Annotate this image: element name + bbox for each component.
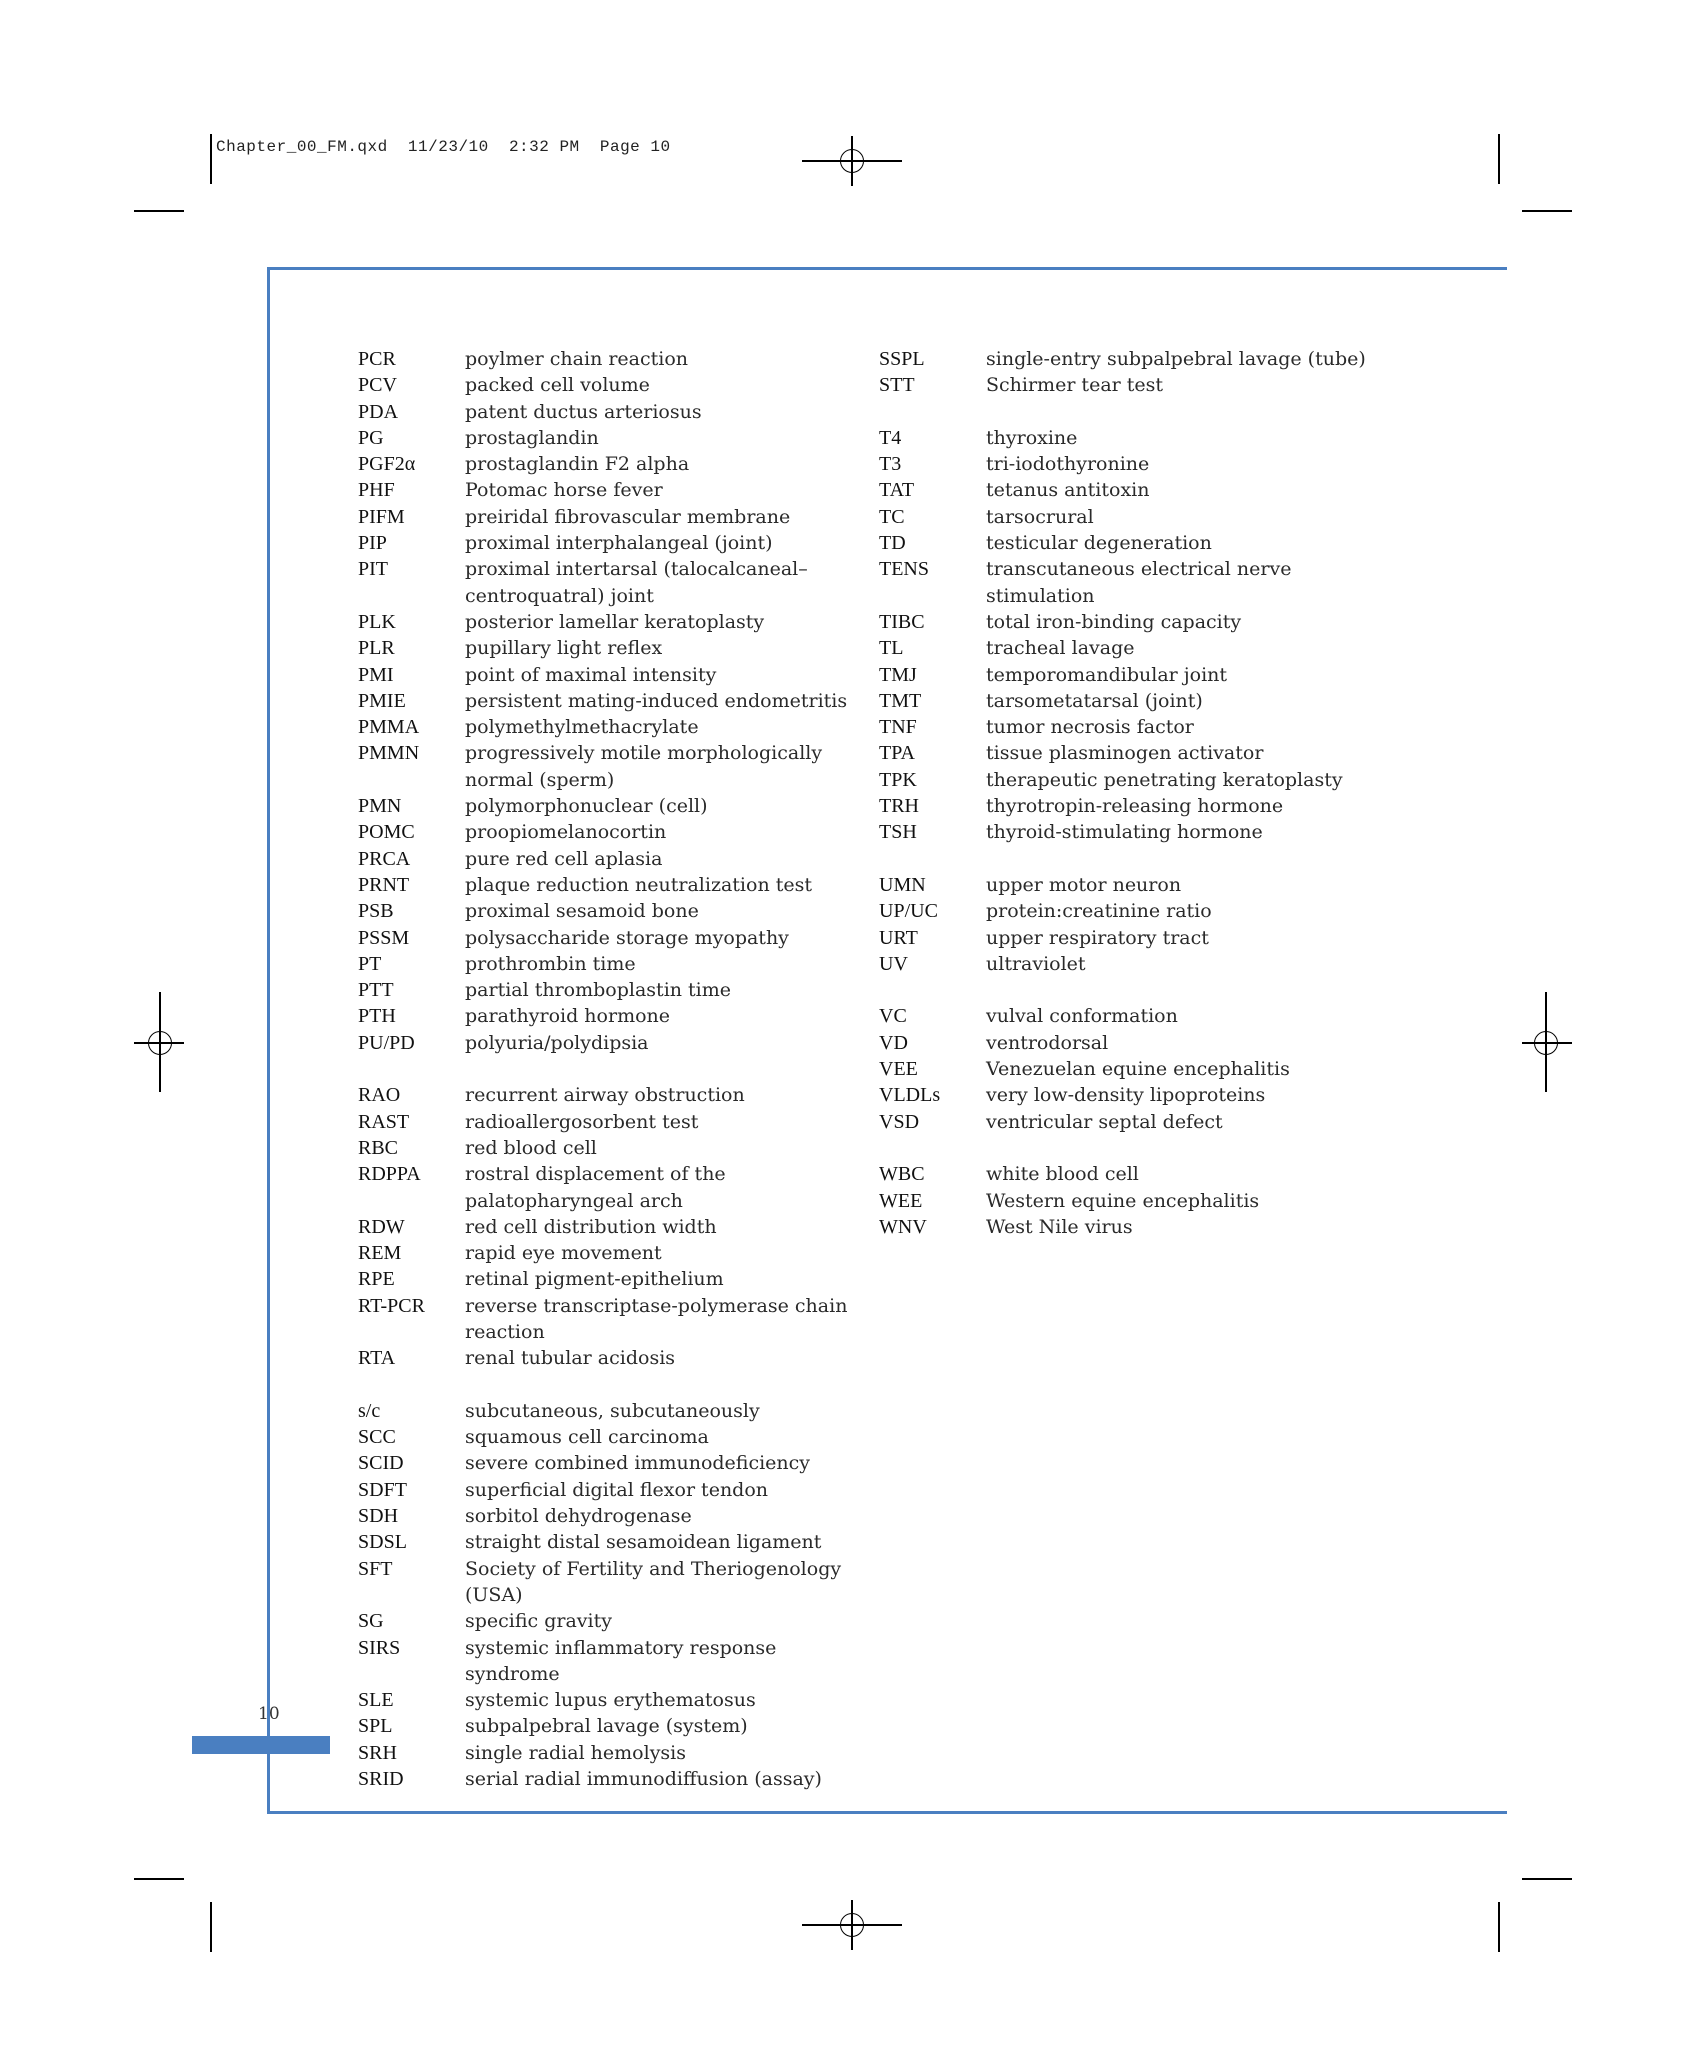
- page-number: 10: [258, 1704, 280, 1724]
- abbreviation-term: VLDLs: [879, 1084, 941, 1107]
- abbreviation-term: SRID: [358, 1768, 404, 1791]
- abbreviation-term: PCV: [358, 374, 397, 397]
- abbreviation-definition: vulval conformation: [986, 1005, 1178, 1028]
- abbreviation-definition: polymethylmethacrylate: [465, 716, 699, 739]
- abbreviation-term: PG: [358, 426, 384, 449]
- abbreviation-term: SDSL: [358, 1531, 407, 1554]
- abbreviation-definition: thyroid-stimulating hormone: [986, 821, 1263, 844]
- abbreviation-term: RT-PCR: [358, 1294, 425, 1317]
- abbreviation-entry: [358, 1003, 858, 1029]
- abbreviation-entry: [358, 530, 858, 556]
- abbreviation-term: s/c: [358, 1399, 381, 1422]
- abbreviation-term: PIFM: [358, 505, 405, 528]
- abbreviation-entry: [879, 504, 1379, 530]
- abbreviation-definition: parathyroid hormone: [465, 1005, 671, 1028]
- abbreviation-entry: [358, 898, 858, 924]
- abbreviation-term: WNV: [879, 1215, 927, 1238]
- abbreviation-entry: [358, 1082, 858, 1108]
- abbreviation-term: TMJ: [879, 663, 917, 686]
- abbreviation-entry: [879, 1214, 1379, 1240]
- abbreviation-entry: [358, 1740, 858, 1766]
- abbreviation-definition: single-entry subpalpebral lavage (tube): [986, 348, 1366, 370]
- abbreviation-definition: proximal interphalangeal (joint): [465, 532, 773, 555]
- abbreviation-definition: systemic lupus erythematosus: [465, 1689, 756, 1712]
- abbreviations-left-column: [358, 346, 858, 1792]
- abbreviation-entry: [358, 1240, 858, 1266]
- abbreviation-definition: Venezuelan equine encephalitis: [986, 1058, 1290, 1081]
- abbreviation-definition: tissue plasminogen activator: [986, 742, 1264, 765]
- group-spacer: [358, 1372, 858, 1398]
- abbreviation-definition: tumor necrosis factor: [986, 716, 1194, 739]
- abbreviation-term: SLE: [358, 1689, 394, 1712]
- abbreviation-definition: proximal sesamoid bone: [465, 900, 699, 923]
- abbreviation-term: WBC: [879, 1163, 925, 1186]
- abbreviation-term: RDPPA: [358, 1163, 421, 1186]
- abbreviation-entry: [879, 662, 1379, 688]
- abbreviation-entry: [358, 346, 858, 372]
- abbreviation-entry: [358, 1529, 858, 1555]
- abbreviation-entry: [879, 635, 1379, 661]
- abbreviation-definition: squamous cell carcinoma: [465, 1426, 709, 1449]
- abbreviation-term: PSSM: [358, 926, 410, 949]
- abbreviation-definition: protein:creatinine ratio: [986, 900, 1212, 923]
- abbreviation-definition: renal tubular acidosis: [465, 1347, 676, 1370]
- abbreviation-term: TRH: [879, 795, 919, 818]
- abbreviation-term: RAO: [358, 1084, 401, 1107]
- abbreviation-entry: [879, 714, 1379, 740]
- abbreviation-term: RBC: [358, 1136, 399, 1159]
- abbreviation-entry: [358, 977, 858, 1003]
- abbreviation-term: TIBC: [879, 610, 925, 633]
- abbreviation-term: SFT: [358, 1557, 393, 1580]
- abbreviation-entry: [358, 1477, 858, 1503]
- abbreviation-term: RAST: [358, 1110, 410, 1133]
- abbreviation-term: TENS: [879, 558, 929, 581]
- abbreviation-definition: prostaglandin: [465, 426, 599, 449]
- frame-bottom-rule: [267, 1811, 1507, 1814]
- abbreviation-definition: patent ductus arteriosus: [465, 400, 702, 423]
- abbreviation-entry: [879, 451, 1379, 477]
- abbreviation-definition: Western equine encephalitis: [986, 1189, 1260, 1212]
- abbreviation-term: VC: [879, 1005, 907, 1028]
- abbreviation-entry: [358, 1266, 858, 1292]
- abbreviation-entry: [879, 425, 1379, 451]
- abbreviation-definition: therapeutic penetrating keratoplasty: [986, 768, 1343, 791]
- abbreviation-entry: [879, 1161, 1379, 1187]
- abbreviation-entry: [358, 399, 858, 425]
- abbreviation-term: UV: [879, 952, 908, 975]
- abbreviation-entry: [358, 1635, 858, 1688]
- abbreviation-entry: [358, 1424, 858, 1450]
- abbreviation-entry: [358, 1556, 858, 1609]
- abbreviation-definition: ultraviolet: [986, 952, 1086, 975]
- abbreviation-entry: [879, 1082, 1379, 1108]
- abbreviation-term: WEE: [879, 1189, 923, 1212]
- abbreviation-term: PMN: [358, 795, 402, 818]
- abbreviation-definition: pupillary light reflex: [465, 637, 663, 660]
- abbreviation-entry: [879, 898, 1379, 924]
- abbreviation-term: SIRS: [358, 1636, 401, 1659]
- group-spacer: [879, 977, 1379, 1003]
- abbreviation-term: SPL: [358, 1715, 393, 1738]
- abbreviation-term: PIP: [358, 532, 387, 555]
- abbreviation-definition: recurrent airway obstruction: [465, 1084, 745, 1107]
- abbreviation-definition: serial radial immunodiffusion (assay): [465, 1768, 822, 1791]
- abbreviation-term: PT: [358, 952, 382, 975]
- abbreviation-term: T3: [879, 453, 902, 476]
- abbreviation-definition: transcutaneous electrical nerve stimulation: [986, 558, 1292, 607]
- abbreviation-term: PMMN: [358, 742, 420, 765]
- abbreviation-entry: [879, 1030, 1379, 1056]
- abbreviation-definition: rostral displacement of the palatopharyngeal arch: [465, 1163, 726, 1212]
- abbreviation-entry: [358, 951, 858, 977]
- abbreviation-term: TC: [879, 505, 905, 528]
- abbreviation-entry: [358, 1450, 858, 1476]
- abbreviation-definition: prostaglandin F2 alpha: [465, 453, 690, 476]
- abbreviation-entry: [879, 556, 1379, 609]
- abbreviation-term: URT: [879, 926, 918, 949]
- abbreviation-term: UP/UC: [879, 900, 938, 923]
- abbreviation-definition: polyuria/polydipsia: [465, 1031, 649, 1054]
- abbreviation-definition: tracheal lavage: [986, 637, 1135, 660]
- abbreviation-definition: partial thromboplastin time: [465, 979, 732, 1002]
- abbreviation-term: PIT: [358, 558, 388, 581]
- abbreviation-definition: thyroxine: [986, 426, 1078, 449]
- group-spacer: [879, 846, 1379, 872]
- abbreviation-definition: proximal intertarsal (talocalcaneal–centroquatral) joint: [465, 558, 808, 607]
- abbreviation-entry: [358, 372, 858, 398]
- frame-top-rule: [267, 267, 1507, 270]
- abbreviation-definition: superficial digital flexor tendon: [465, 1478, 769, 1501]
- abbreviation-term: PTH: [358, 1005, 396, 1028]
- abbreviation-term: VEE: [879, 1058, 918, 1081]
- abbreviation-term: SCID: [358, 1452, 404, 1475]
- abbreviation-entry: [358, 714, 858, 740]
- abbreviation-definition: tetanus antitoxin: [986, 479, 1150, 502]
- abbreviation-entry: [358, 688, 858, 714]
- abbreviation-term: SG: [358, 1610, 384, 1633]
- abbreviation-term: TMT: [879, 689, 922, 712]
- abbreviation-entry: [358, 1030, 858, 1056]
- abbreviation-term: PMMA: [358, 716, 420, 739]
- abbreviation-term: PHF: [358, 479, 395, 502]
- abbreviation-definition: posterior lamellar keratoplasty: [465, 610, 765, 633]
- abbreviation-definition: straight distal sesamoidean ligament: [465, 1531, 822, 1554]
- abbreviation-term: TAT: [879, 479, 915, 502]
- abbreviation-term: PRNT: [358, 873, 410, 896]
- group-spacer: [879, 1135, 1379, 1161]
- abbreviation-entry: [879, 872, 1379, 898]
- abbreviation-entry: [879, 372, 1379, 398]
- abbreviation-term: VSD: [879, 1110, 920, 1133]
- abbreviation-definition: single radial hemolysis: [465, 1741, 687, 1764]
- abbreviation-term: PMI: [358, 663, 394, 686]
- group-spacer: [358, 1056, 858, 1082]
- abbreviation-entry: [358, 846, 858, 872]
- abbreviation-definition: thyrotropin-releasing hormone: [986, 795, 1284, 818]
- abbreviation-definition: persistent mating-induced endometritis: [465, 689, 848, 712]
- abbreviation-definition: very low-density lipoproteins: [986, 1084, 1266, 1107]
- abbreviation-term: SSPL: [879, 348, 925, 370]
- abbreviation-term: VD: [879, 1031, 908, 1054]
- abbreviation-definition: systemic inflammatory response syndrome: [465, 1636, 777, 1685]
- abbreviation-entry: [879, 609, 1379, 635]
- abbreviation-definition: white blood cell: [986, 1163, 1139, 1186]
- abbreviation-definition: West Nile virus: [986, 1215, 1133, 1238]
- abbreviation-entry: [358, 662, 858, 688]
- page-tab: [192, 1736, 330, 1754]
- abbreviation-definition: temporomandibular joint: [986, 663, 1228, 686]
- abbreviation-entry: [358, 1214, 858, 1240]
- abbreviation-definition: packed cell volume: [465, 374, 650, 397]
- abbreviation-definition: pure red cell aplasia: [465, 847, 663, 870]
- abbreviation-entry: [879, 1003, 1379, 1029]
- abbreviation-term: PTT: [358, 979, 394, 1002]
- abbreviation-definition: plaque reduction neutralization test: [465, 873, 812, 896]
- abbreviation-term: POMC: [358, 821, 415, 844]
- abbreviation-definition: severe combined immunodeficiency: [465, 1452, 811, 1475]
- abbreviation-term: PRCA: [358, 847, 411, 870]
- abbreviation-entry: [358, 872, 858, 898]
- abbreviation-entry: [879, 740, 1379, 766]
- abbreviation-entry: [358, 425, 858, 451]
- abbreviation-term: SDFT: [358, 1478, 407, 1501]
- abbreviation-entry: [879, 688, 1379, 714]
- abbreviation-definition: subpalpebral lavage (system): [465, 1715, 748, 1738]
- abbreviation-definition: tarsometatarsal (joint): [986, 689, 1203, 712]
- abbreviation-term: RTA: [358, 1347, 396, 1370]
- abbreviation-entry: [879, 477, 1379, 503]
- abbreviation-entry: [358, 819, 858, 845]
- abbreviation-definition: red cell distribution width: [465, 1215, 717, 1238]
- abbreviation-entry: [358, 1398, 858, 1424]
- abbreviation-definition: proopiomelanocortin: [465, 821, 667, 844]
- abbreviation-term: PGF2α: [358, 453, 416, 476]
- abbreviation-definition: subcutaneous, subcutaneously: [465, 1399, 760, 1422]
- abbreviation-term: TNF: [879, 716, 917, 739]
- abbreviation-definition: total iron-binding capacity: [986, 610, 1242, 633]
- frame-left-rule: [267, 267, 270, 1814]
- abbreviation-entry: [879, 925, 1379, 951]
- abbreviation-entry: [358, 1161, 858, 1214]
- abbreviation-definition: specific gravity: [465, 1610, 612, 1633]
- abbreviation-definition: polymorphonuclear (cell): [465, 795, 708, 818]
- abbreviation-entry: [358, 1503, 858, 1529]
- abbreviation-definition: ventricular septal defect: [986, 1110, 1223, 1133]
- abbreviation-definition: red blood cell: [465, 1136, 597, 1159]
- abbreviation-definition: testicular degeneration: [986, 532, 1212, 555]
- abbreviation-term: PSB: [358, 900, 394, 923]
- abbreviation-term: TPK: [879, 768, 917, 791]
- abbreviation-entry: [879, 1188, 1379, 1214]
- abbreviation-entry: [358, 925, 858, 951]
- abbreviation-definition: progressively motile morphologically normal (sperm): [465, 742, 823, 791]
- abbreviation-term: PCR: [358, 348, 396, 370]
- abbreviation-definition: Schirmer tear test: [986, 374, 1164, 397]
- abbreviation-entry: [879, 1109, 1379, 1135]
- abbreviation-entry: [879, 346, 1379, 372]
- abbreviation-term: PLR: [358, 637, 395, 660]
- abbreviation-term: PLK: [358, 610, 396, 633]
- abbreviation-term: TPA: [879, 742, 915, 765]
- abbreviation-entry: [358, 1109, 858, 1135]
- abbreviation-entry: [879, 951, 1379, 977]
- abbreviation-entry: [358, 793, 858, 819]
- abbreviation-definition: sorbitol dehydrogenase: [465, 1505, 692, 1528]
- abbreviation-entry: [358, 1345, 858, 1371]
- abbreviation-entry: [358, 1293, 858, 1346]
- abbreviation-entry: [358, 635, 858, 661]
- abbreviation-term: TD: [879, 532, 906, 555]
- abbreviation-term: TSH: [879, 821, 917, 844]
- abbreviation-definition: rapid eye movement: [465, 1242, 662, 1265]
- abbreviation-term: RDW: [358, 1215, 405, 1238]
- abbreviation-entry: [358, 1687, 858, 1713]
- abbreviation-entry: [358, 556, 858, 609]
- abbreviation-entry: [879, 793, 1379, 819]
- abbreviation-term: SDH: [358, 1505, 399, 1528]
- abbreviation-term: PMIE: [358, 689, 406, 712]
- abbreviation-definition: reverse transcriptase-polymerase chain reaction: [465, 1294, 848, 1343]
- abbreviation-entry: [358, 740, 858, 793]
- abbreviation-entry: [879, 819, 1379, 845]
- abbreviation-definition: preiridal fibrovascular membrane: [465, 505, 791, 528]
- abbreviation-entry: [879, 530, 1379, 556]
- abbreviation-definition: upper respiratory tract: [986, 926, 1209, 949]
- abbreviation-term: SRH: [358, 1741, 397, 1764]
- abbreviation-definition: retinal pigment-epithelium: [465, 1268, 724, 1291]
- abbreviation-entry: [358, 504, 858, 530]
- abbreviation-term: PU/PD: [358, 1031, 415, 1054]
- abbreviation-term: UMN: [879, 873, 926, 896]
- abbreviation-entry: [358, 1766, 858, 1792]
- abbreviation-term: T4: [879, 426, 902, 449]
- abbreviation-entry: [879, 767, 1379, 793]
- abbreviation-entry: [358, 1713, 858, 1739]
- abbreviation-definition: tri-iodothyronine: [986, 453, 1150, 476]
- abbreviation-term: REM: [358, 1242, 402, 1265]
- abbreviation-entry: [358, 609, 858, 635]
- abbreviation-definition: point of maximal intensity: [465, 663, 717, 686]
- abbreviation-definition: polysaccharide storage myopathy: [465, 926, 789, 949]
- abbreviation-term: STT: [879, 374, 915, 397]
- abbreviation-entry: [358, 1135, 858, 1161]
- abbreviation-definition: Society of Fertility and Theriogenology (USA): [465, 1557, 842, 1606]
- abbreviation-term: RPE: [358, 1268, 395, 1291]
- abbreviation-term: PDA: [358, 400, 399, 423]
- abbreviation-definition: ventrodorsal: [986, 1031, 1109, 1054]
- abbreviation-entry: [879, 1056, 1379, 1082]
- abbreviation-term: SCC: [358, 1426, 396, 1449]
- abbreviation-term: TL: [879, 637, 904, 660]
- group-spacer: [879, 399, 1379, 425]
- abbreviation-definition: Potomac horse fever: [465, 479, 663, 502]
- abbreviation-definition: poylmer chain reaction: [465, 348, 689, 370]
- abbreviation-definition: prothrombin time: [465, 952, 636, 975]
- abbreviation-definition: upper motor neuron: [986, 873, 1182, 896]
- abbreviation-entry: [358, 451, 858, 477]
- abbreviation-definition: tarsocrural: [986, 505, 1094, 528]
- abbreviation-entry: [358, 477, 858, 503]
- abbreviations-right-column: [879, 346, 1379, 1240]
- abbreviation-definition: radioallergosorbent test: [465, 1110, 699, 1133]
- print-slug: Chapter_00_FM.qxd 11/23/10 2:32 PM Page 10: [216, 138, 671, 156]
- abbreviation-entry: [358, 1608, 858, 1634]
